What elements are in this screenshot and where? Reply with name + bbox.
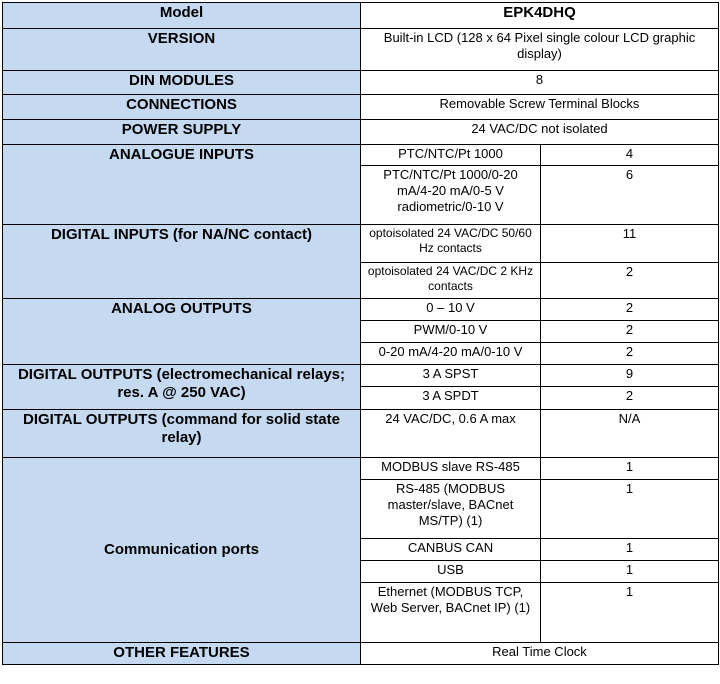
power-supply-label: POWER SUPPLY (3, 120, 361, 145)
row-power-supply (3, 120, 719, 145)
relay-output-type: 3 A SPDT (361, 387, 541, 410)
comm-port-type: USB (361, 561, 541, 583)
relay-output-type: 3 A SPST (361, 365, 541, 387)
din-modules-value: 8 (361, 71, 719, 95)
digital-outputs-ssr-label: DIGITAL OUTPUTS (command for solid state relay) (3, 410, 361, 458)
comm-port-qty: 1 (541, 583, 719, 643)
analog-output-type: PWM/0-10 V (361, 321, 541, 343)
row-connections (3, 95, 719, 120)
digital-input-qty: 2 (541, 263, 719, 299)
row-comm-port (3, 458, 719, 480)
analogue-input-qty: 6 (541, 166, 719, 225)
digital-outputs-relay-label: DIGITAL OUTPUTS (electromechanical relays; res. A @ 250 VAC) (3, 365, 361, 410)
analog-output-type: 0 – 10 V (361, 299, 541, 321)
comm-port-qty: 1 (541, 458, 719, 480)
analog-output-type: 0-20 mA/4-20 mA/0-10 V (361, 343, 541, 365)
comm-port-qty: 1 (541, 561, 719, 583)
comm-port-type: RS-485 (MODBUS master/slave, BACnet MS/TP) (1) (361, 480, 541, 539)
model-value: EPK4DHQ (361, 3, 719, 29)
analog-outputs-label: ANALOG OUTPUTS (3, 299, 361, 365)
ssr-output-type: 24 VAC/DC, 0.6 A max (361, 410, 541, 458)
digital-input-type: optoisolated 24 VAC/DC 50/60 Hz contacts (361, 225, 541, 263)
version-value: Built-in LCD (128 x 64 Pixel single colour LCD graphic display) (361, 29, 719, 71)
connections-value: Removable Screw Terminal Blocks (361, 95, 719, 120)
analogue-input-qty: 4 (541, 145, 719, 166)
row-version (3, 29, 719, 71)
digital-input-qty: 11 (541, 225, 719, 263)
other-features-label: OTHER FEATURES (3, 643, 361, 665)
analogue-input-type: PTC/NTC/Pt 1000 (361, 145, 541, 166)
analog-output-qty: 2 (541, 343, 719, 365)
connections-label: CONNECTIONS (3, 95, 361, 120)
row-other-features (3, 643, 719, 665)
analogue-inputs-label: ANALOGUE INPUTS (3, 145, 361, 225)
comm-port-qty: 1 (541, 480, 719, 539)
spec-table (2, 2, 719, 665)
other-features-value: Real Time Clock (361, 643, 719, 665)
digital-inputs-label: DIGITAL INPUTS (for NA/NC contact) (3, 225, 361, 299)
row-analog-output (3, 299, 719, 321)
row-model (3, 3, 719, 29)
power-supply-value: 24 VAC/DC not isolated (361, 120, 719, 145)
din-modules-label: DIN MODULES (3, 71, 361, 95)
analog-output-qty: 2 (541, 321, 719, 343)
analogue-input-type: PTC/NTC/Pt 1000/0-20 mA/4-20 mA/0-5 V radiometric/0-10 V (361, 166, 541, 225)
digital-input-type: optoisolated 24 VAC/DC 2 KHz contacts (361, 263, 541, 299)
row-digital-input (3, 225, 719, 263)
analog-output-qty: 2 (541, 299, 719, 321)
ssr-output-qty: N/A (541, 410, 719, 458)
comm-port-type: Ethernet (MODBUS TCP, Web Server, BACnet IP) (1) (361, 583, 541, 643)
row-din-modules (3, 71, 719, 95)
communication-ports-label: Communication ports (3, 458, 361, 643)
comm-port-type: MODBUS slave RS-485 (361, 458, 541, 480)
relay-output-qty: 2 (541, 387, 719, 410)
row-relay-output (3, 365, 719, 387)
model-label: Model (3, 3, 361, 29)
relay-output-qty: 9 (541, 365, 719, 387)
version-label: VERSION (3, 29, 361, 71)
comm-port-qty: 1 (541, 539, 719, 561)
comm-port-type: CANBUS CAN (361, 539, 541, 561)
row-ssr-output (3, 410, 719, 458)
row-analogue-input (3, 145, 719, 166)
